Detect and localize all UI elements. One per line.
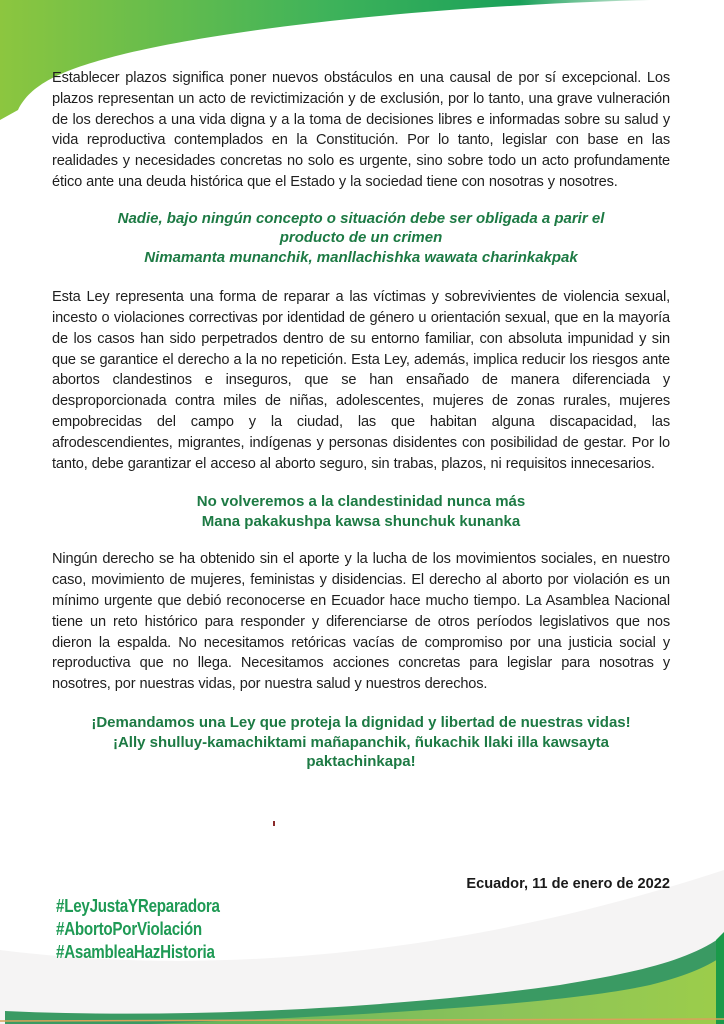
stray-mark xyxy=(273,821,275,826)
slogan-demandamos-kichwa-line1: ¡Ally shulluy-kamachiktami mañapanchik, ñukachik llaki illa kawsayta xyxy=(112,733,610,751)
hashtag-aborto-por-violacion: #AbortoPorViolación xyxy=(56,918,202,939)
paragraph-ningun-derecho: Ningún derecho se ha obtenido sin el aporte y la lucha de los movimientos sociales, en nuestro caso, movimiento de mujeres, feministas y disidencias. El derecho al aborto por violación es un mínimo urgente que debió reconocerse en Ecuador hace mucho tiempo. La Asamblea Nacional tiene un reto histórico para responder y diferenciarse de otros períodos legislativos que nos dieron la espalda. No necesitamos retóricas vacías de compromiso por una justicia social y reproductiva que no llega. Necesitamos acciones concretas para legislar para nosotras y nosotres, por nuestras vidas, por nuestra salud y nuestros derechos. xyxy=(52,551,670,693)
slogan-clandestinidad-kichwa: Mana pakakushpa kawsa shunchuk kunanka xyxy=(201,512,521,530)
hashtag-ley-justa: #LeyJustaYReparadora xyxy=(56,895,220,916)
paragraph-esta-ley: Esta Ley representa una forma de reparar a las víctimas y sobrevivientes de violencia sexual, incesto o violaciones correctivas por identidad de género u orientación sexual, que en la mayoría de los casos han sido perpetrados dentro de su entorno familiar, con absoluta impunidad y sin que se garantice el derecho a la no repetición. Esta Ley, además, implica reducir los riesgos ante abortos clandestinos e inseguros, que se han ensañado de manera diferenciada y desproporcionada contra miles de niñas, adolescentes, mujeres de zonas rurales, mujeres empobrecidas del campo y la ciudad, las que habitan alguna discapacidad, las afrodescendientes, migrantes, indígenas y personas disidentes con posibilidad de gestar. Por lo tanto, debe garantizar el acceso al aborto seguro, sin trabas, plazos, ni requisitos innecesarios. xyxy=(52,289,670,472)
date-line: Ecuador, 11 de enero de 2022 xyxy=(466,876,670,892)
slogan-nadie-spanish-line1: Nadie, bajo ningún concepto o situación debe ser obligada a parir el xyxy=(117,209,605,227)
slogan-nadie-kichwa: Nimamanta munanchik, manllachishka wawata charinkakpak xyxy=(144,248,578,266)
right-green-strip xyxy=(716,932,724,1024)
slogan-clandestinidad-spanish: No volveremos a la clandestinidad nunca más xyxy=(196,493,526,511)
paragraph-plazos: Establecer plazos significa poner nuevos obstáculos en una causal de por sí excepcional. Los plazos representan un acto de revictimización y de exclusión, por lo tanto, una grave vulneración de los derechos a una vida digna y a la toma de decisiones libres e informadas sobre su salud y vida reproductiva contemplados en la Constitución. Por lo tanto, legislar con base en las realidades y necesidades concretas no solo es urgente, sino sobre todo un acto profundamente ético ante una deuda histórica que el Estado y la sociedad tiene con nosotras y nosotres. xyxy=(52,70,670,190)
slogan-nadie xyxy=(52,209,670,268)
letter-body xyxy=(52,68,670,772)
slogan-demandamos-kichwa-line2: paktachinkapa! xyxy=(306,753,416,771)
slogan-demandamos xyxy=(52,713,670,772)
slogan-nadie-spanish-line2: producto de un crimen xyxy=(279,229,443,247)
slogan-clandestinidad xyxy=(52,492,670,531)
hashtag-list xyxy=(56,894,256,963)
slogan-demandamos-spanish: ¡Demandamos una Ley que proteja la dignidad y libertad de nuestras vidas! xyxy=(91,714,631,732)
hashtag-asamblea-haz-historia: #AsambleaHazHistoria xyxy=(56,941,215,962)
